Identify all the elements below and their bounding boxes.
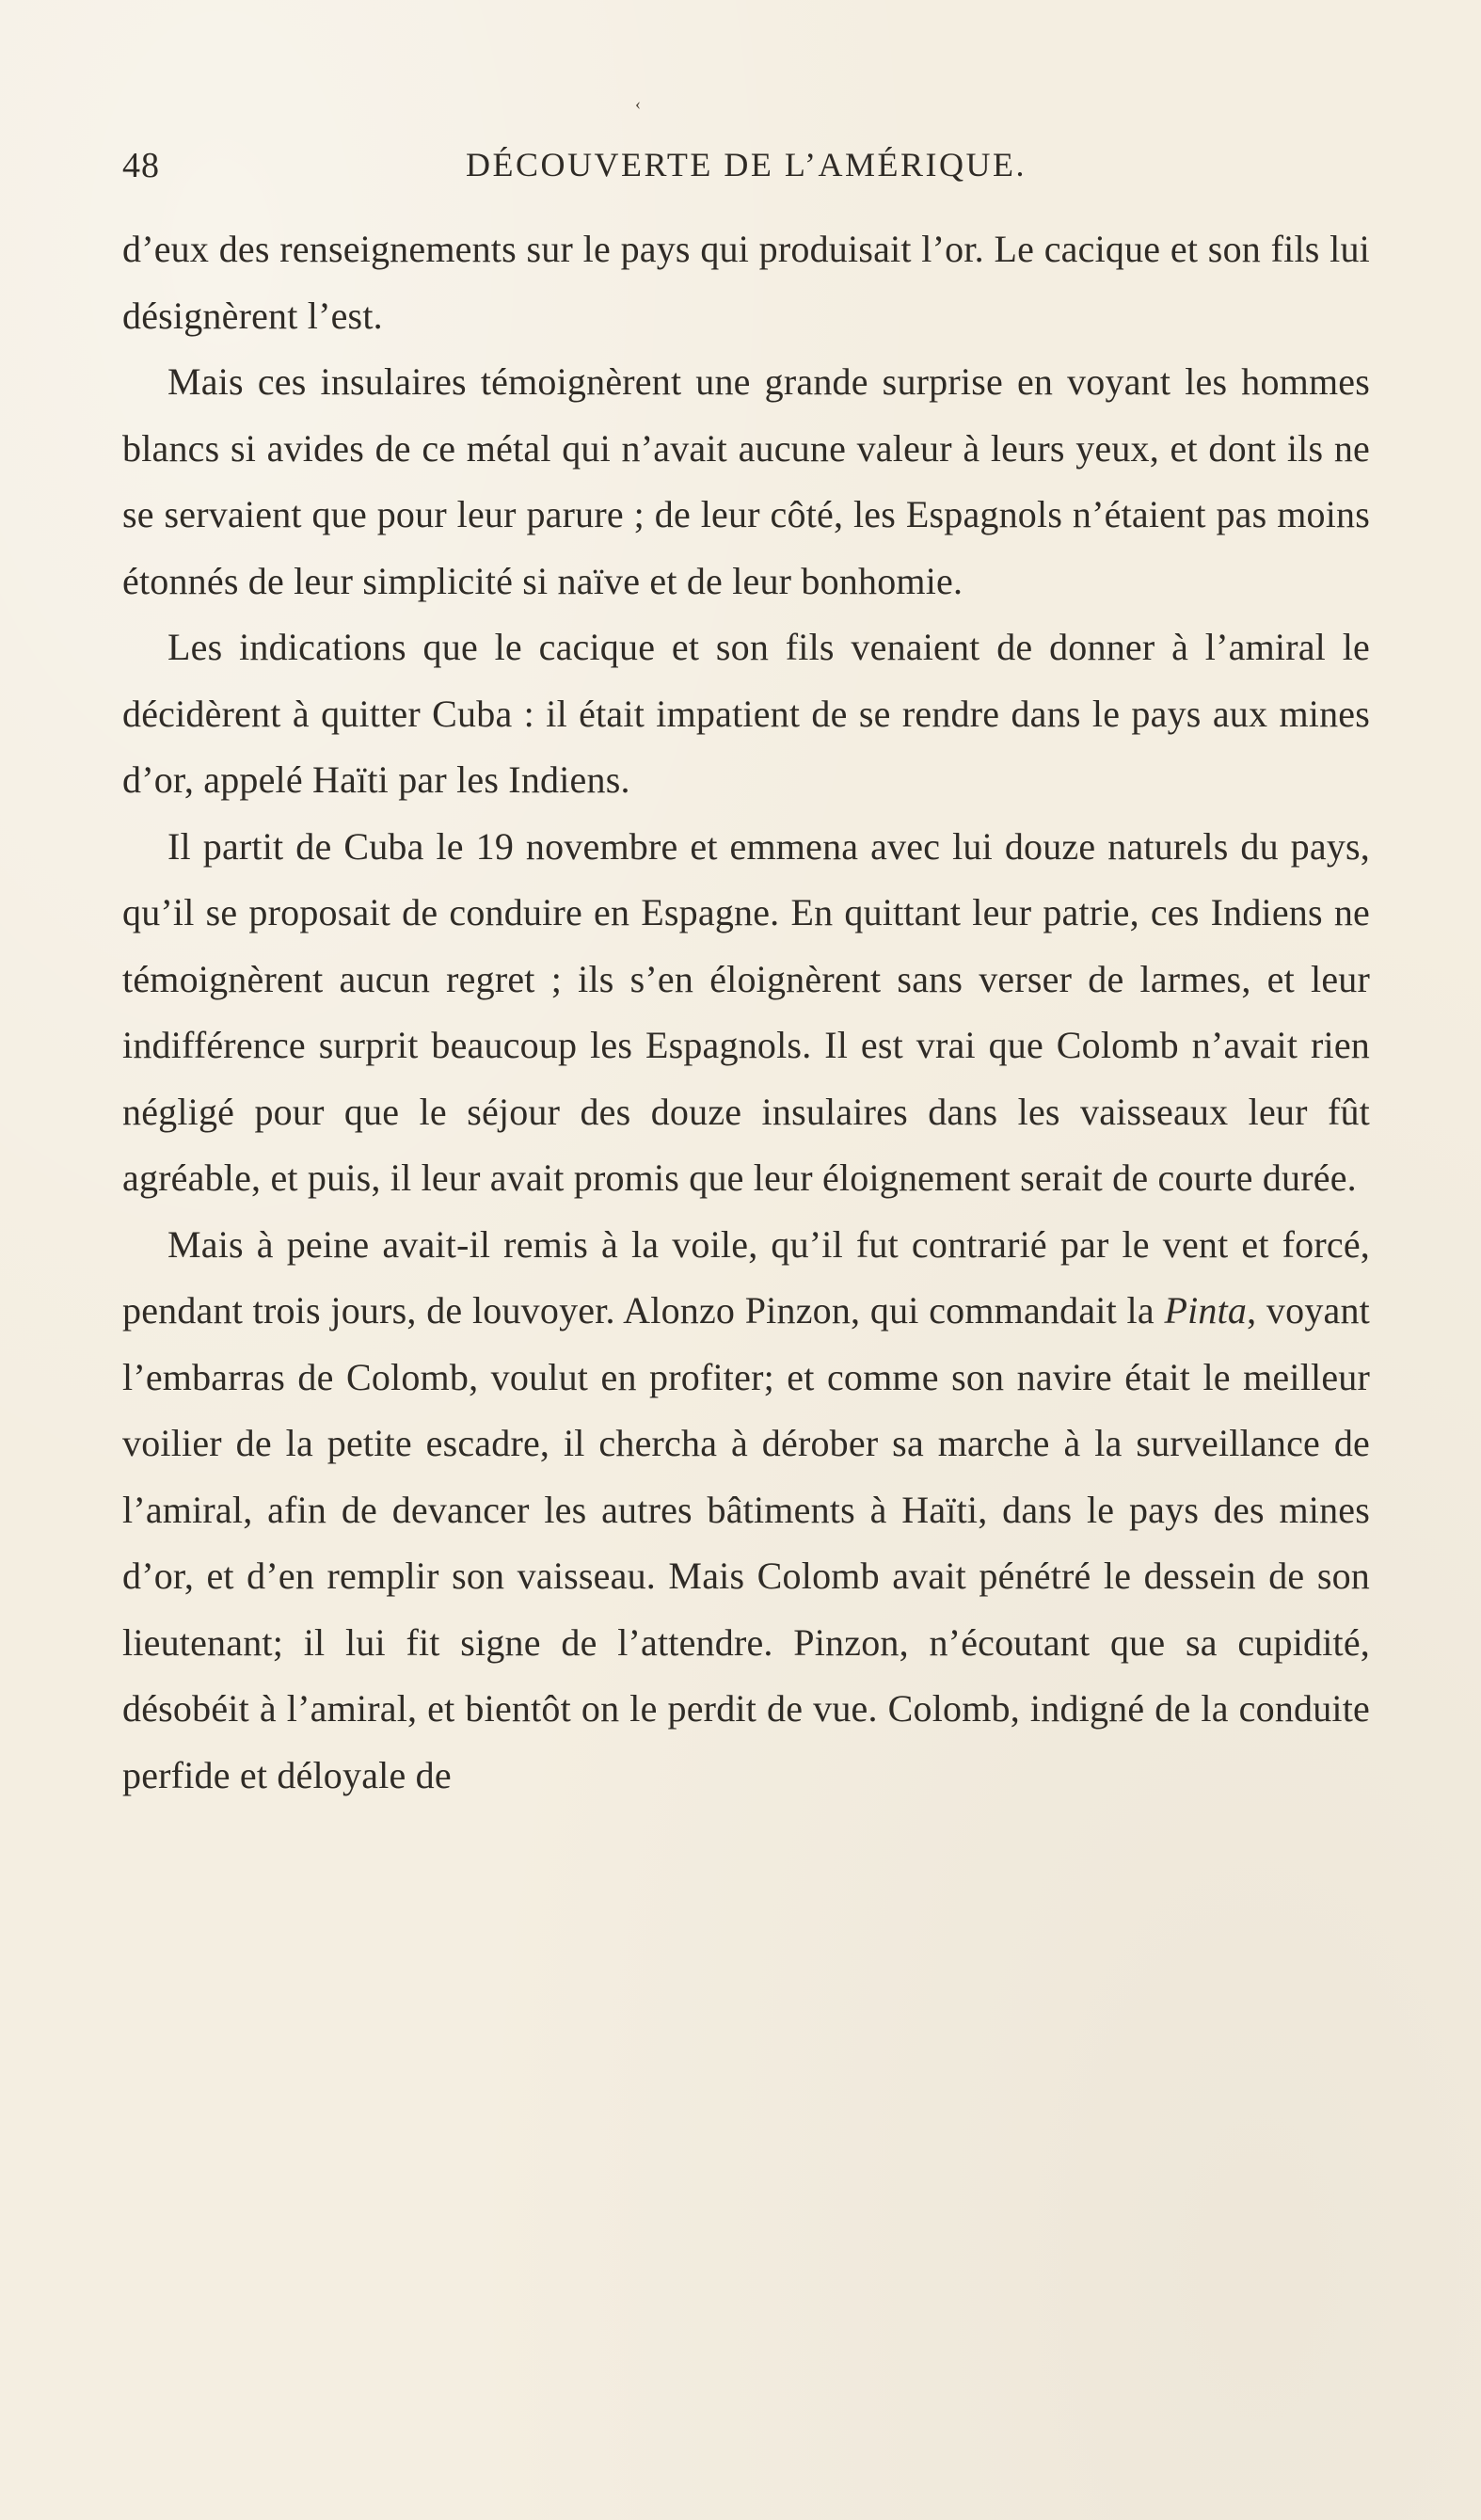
paragraph-2: Mais ces insulaires témoignèrent une grande surprise en voyant les hommes blancs si avides de ce métal qui n’avait aucune valeur à leurs yeux, et dont ils ne se servaient que pour leur parure ; de leur côté, les Espagnols n’étaient pas moins étonnés de leur simplicité si naïve et de leur bonhomie. [122,360,1370,602]
page-number: 48 [122,146,160,185]
running-title: DÉCOUVERTE DE L’AMÉRIQUE. [466,146,1027,183]
ship-name: Pinta [1164,1289,1248,1332]
paragraph-5-before: Mais à peine avait-il remis à la voile, qu’il fut contrarié par le vent et forcé, pendant trois jours, de louvoyer. Alonzo Pinzon, qui commandait la [122,1222,1370,1332]
paragraph-3: Les indications que le cacique et son fils venaient de donner à l’amiral le décidèrent à quitter Cuba : il était impatient de se rendre dans le pays aux mines d’or, appelé Haïti par les Indiens. [122,626,1370,801]
printer-mark: ‹ [635,94,641,113]
body-text [122,216,1370,1809]
paragraph-5-after: , voyant l’embarras de Colomb, voulut en profiter; et comme son navire était le meilleur voilier de la petite escadre, il chercha à dérober sa marche à la surveillance de l’amiral, afin de devancer les autres bâtiments à Haïti, dans le pays des mines d’or, et d’en remplir son vaisseau. Mais Colomb avait pénétré le dessein de son lieutenant; il lui fit signe de l’attendre. Pinzon, n’écoutant que sa cupidité, désobéit à l’amiral, et bientôt on le perdit de vue. Colomb, indigné de la conduite perfide et déloyale de [122,1289,1370,1796]
paragraph-4: Il partit de Cuba le 19 novembre et emmena avec lui douze naturels du pays, qu’il se proposait de conduire en Espagne. En quittant leur patrie, ces Indiens ne témoignèrent aucun regret ; ils s’en éloignèrent sans verser de larmes, et leur indifférence surprit beaucoup les Espagnols. Il est vrai que Colomb n’avait rien négligé pour que le séjour des douze insulaires dans les vaisseaux leur fût agréable, et puis, il leur avait promis que leur éloignement serait de courte durée. [122,824,1370,1199]
paragraph-5 [122,1212,1370,1810]
page-header [122,145,1370,194]
paragraph-1: d’eux des renseignements sur le pays qui produisait l’or. Le cacique et son fils lui désignèrent l’est. [122,228,1370,337]
